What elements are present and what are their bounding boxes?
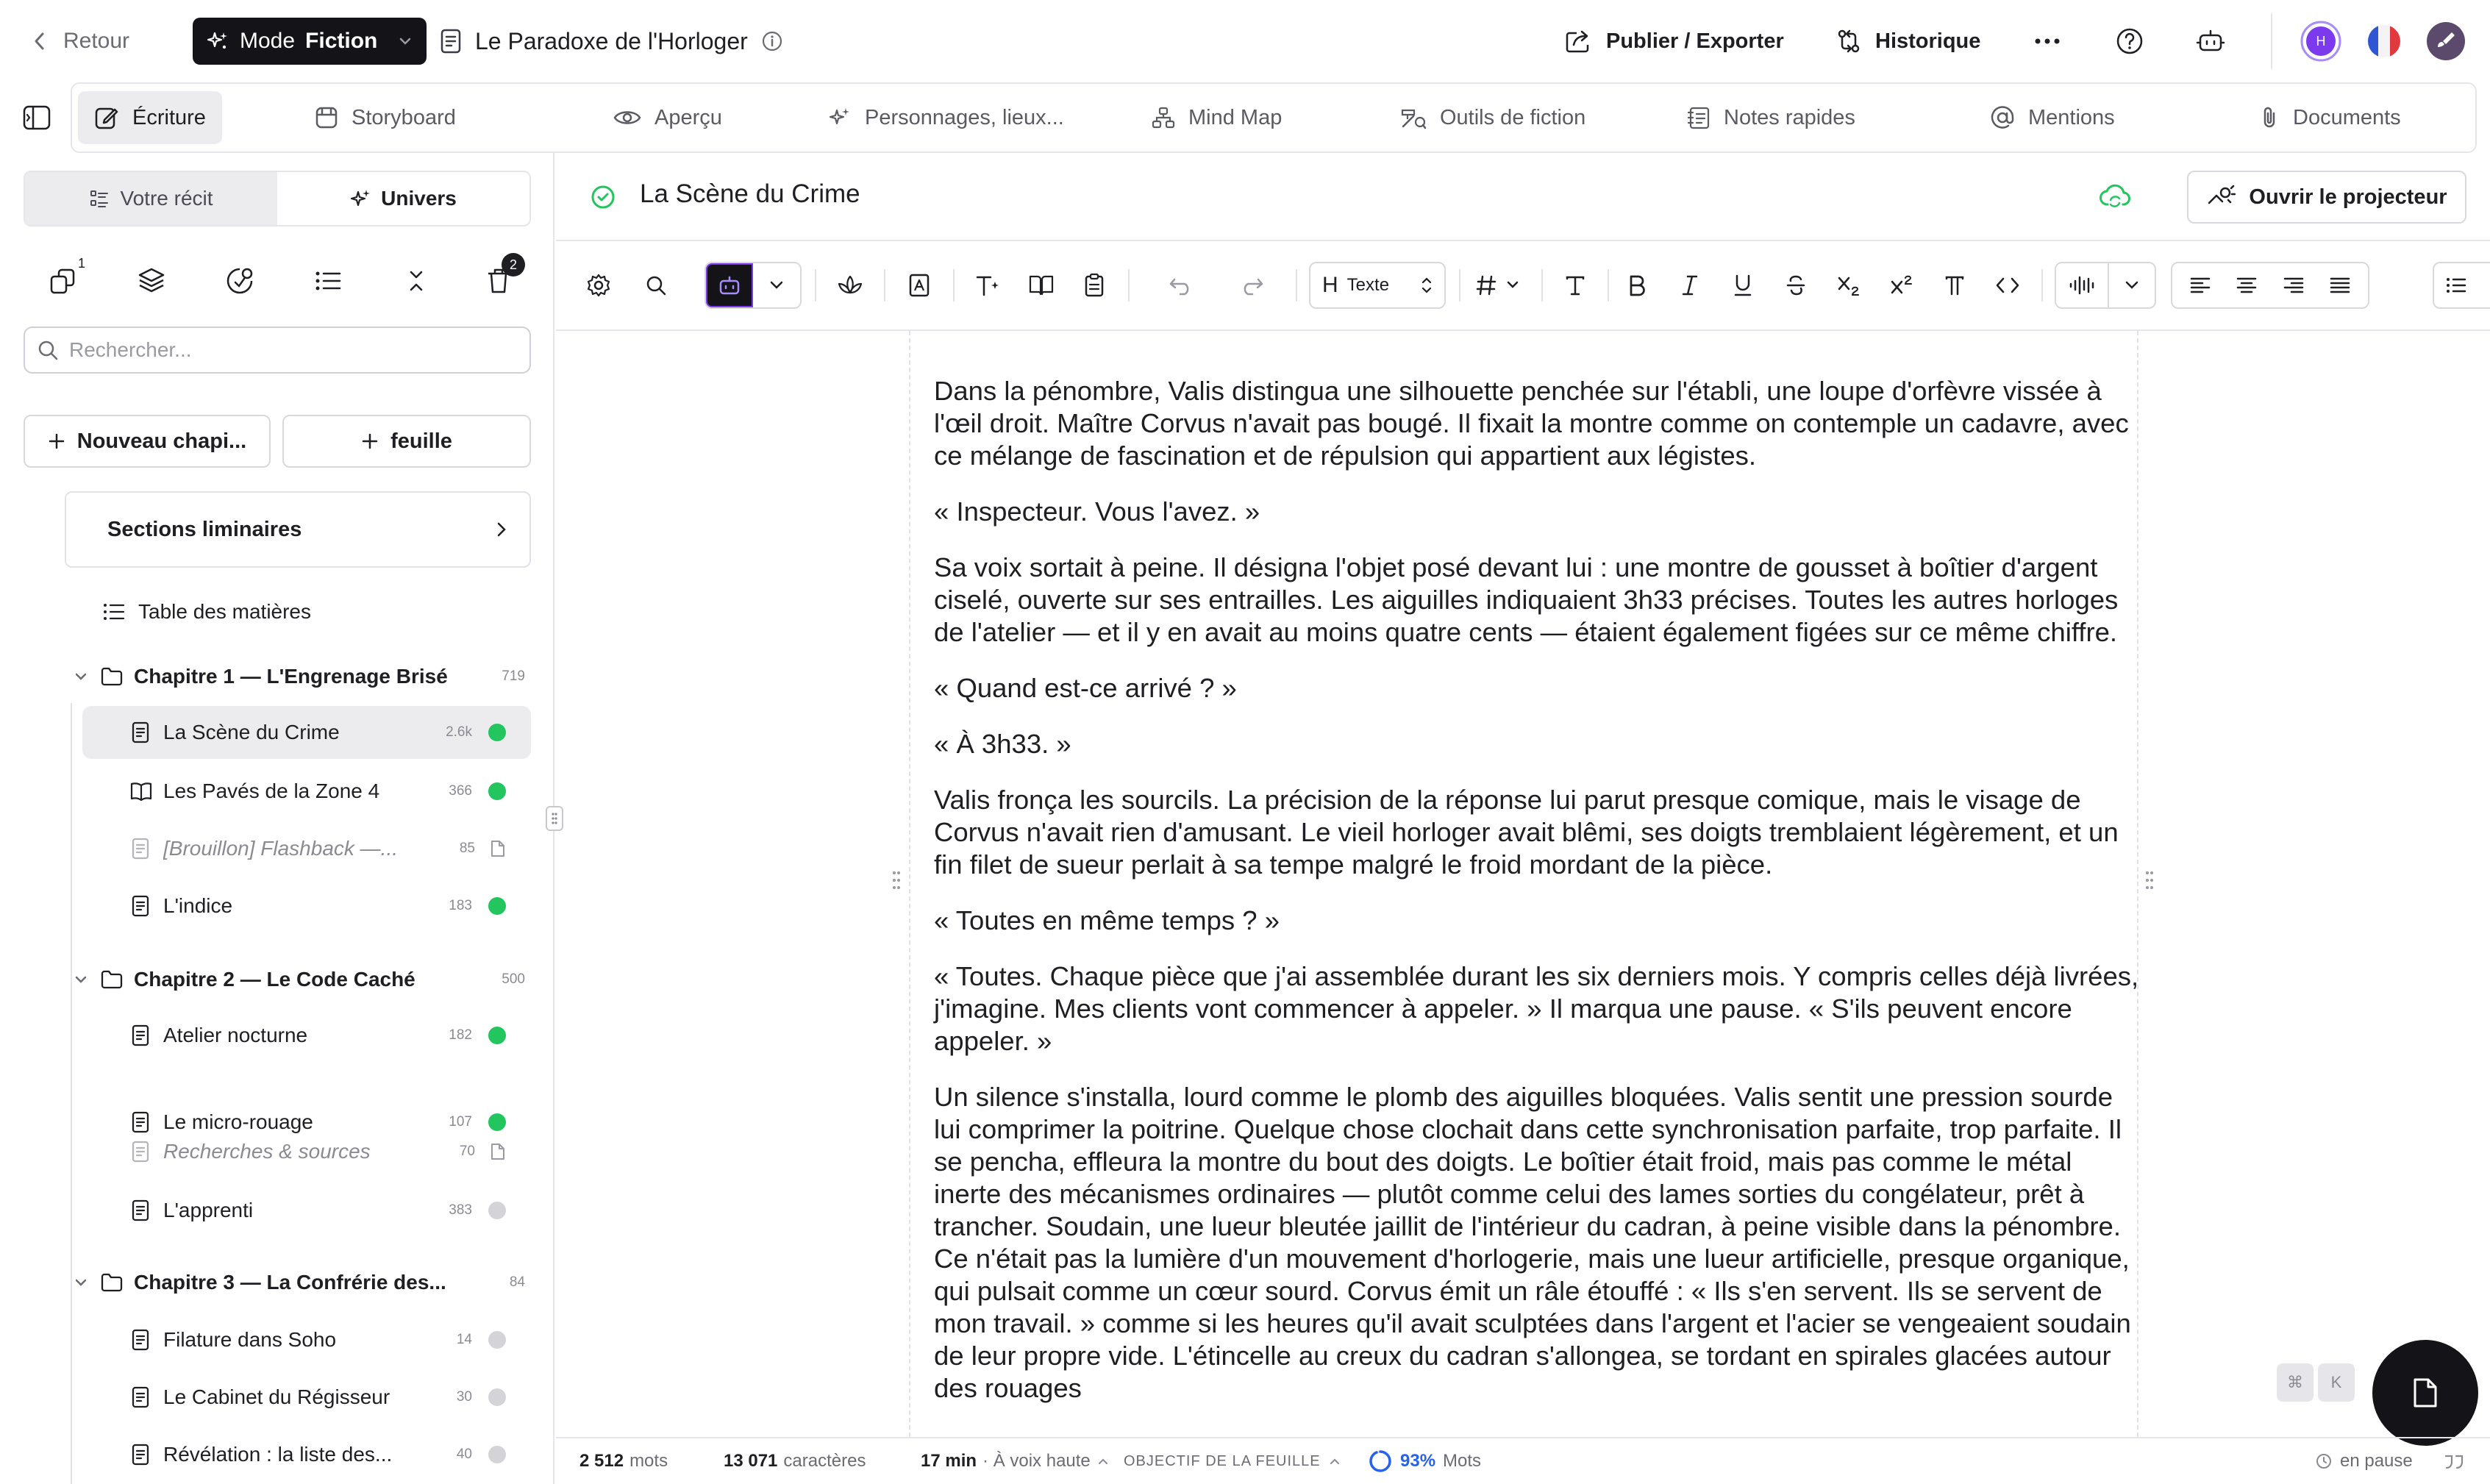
topbar-divider [2271, 13, 2272, 69]
tab-label: Notes rapides [1724, 105, 1855, 129]
scene-title[interactable]: La Scène du Crime [640, 179, 860, 208]
trash-count-badge: 2 [502, 253, 525, 277]
code-icon[interactable] [1987, 265, 2028, 306]
search-input[interactable] [69, 338, 510, 362]
toc-label: Table des matières [138, 600, 312, 623]
tab-outils-fiction[interactable] [1400, 91, 1585, 144]
tree-line [71, 1309, 72, 1484]
status-dot [488, 897, 506, 915]
paragraph[interactable]: « Quand est-ce arrivé ? » [934, 673, 1237, 703]
status-dot [488, 724, 506, 741]
pilcrow-icon[interactable] [1934, 265, 1975, 306]
paragraph[interactable]: « Inspecteur. Vous l'avez. » [934, 496, 1260, 527]
list-icon [103, 602, 125, 621]
sidebar-tools [24, 252, 531, 310]
kbd-cmd-key: ⌘ [2277, 1363, 2314, 1402]
ai-assistant-dropdown[interactable] [704, 262, 802, 309]
block-style-select[interactable] [1309, 262, 1446, 309]
chevron-down-icon[interactable] [753, 280, 800, 290]
italic-icon[interactable] [1669, 265, 1710, 306]
film-icon [315, 106, 338, 129]
right-drag-handle[interactable] [2144, 869, 2155, 891]
pause-status[interactable] [2315, 1451, 2413, 1471]
back-button[interactable] [32, 22, 129, 60]
paragraph[interactable]: « Toutes en même temps ? » [934, 905, 1280, 935]
segment-label: Votre récit [120, 187, 213, 210]
sheet-word-count: 107 [449, 1114, 472, 1130]
git-compare-icon [1836, 28, 1862, 54]
heading-glyph: H [1322, 273, 1338, 297]
toolbar-divider [1459, 269, 1460, 302]
status-dot [488, 1446, 506, 1463]
sheet-word-count: 30 [456, 1389, 472, 1405]
bot-icon[interactable] [706, 263, 753, 307]
align-justify-icon[interactable] [2318, 276, 2362, 295]
list-options-button[interactable] [2433, 262, 2490, 309]
publish-label: Publier / Exporter [1606, 29, 1784, 53]
tab-storyboard[interactable] [315, 91, 456, 144]
new-sheet-button[interactable] [282, 415, 531, 468]
sheet-word-count: 70 [459, 1144, 475, 1159]
more-options-icon[interactable] [2028, 22, 2066, 60]
chevron-down-icon [68, 1277, 94, 1288]
toolbar-divider [815, 269, 816, 302]
style-select-value: Texte [1346, 275, 1390, 295]
chevron-down-icon [398, 36, 413, 46]
subscript-icon[interactable] [1828, 265, 1869, 306]
chapter-row[interactable] [68, 1256, 525, 1309]
history-button[interactable] [1836, 22, 1980, 60]
chevron-up-icon [1096, 1457, 1110, 1466]
sheet-row[interactable] [82, 1371, 531, 1424]
tab-notes-rapides[interactable] [1687, 91, 1855, 144]
paragraph[interactable]: Valis fronça les sourcils. La précision de la réponse lui parut presque comique, mais le visage de Corvus n'avait rien d'amusant. Le vieil horloger avait blêmi, ses doigts tremblaient légèrement, et un fin filet de sueur perlait à sa tempe malgré le froid mordant de la pièce. [934, 785, 2119, 880]
info-icon[interactable] [761, 30, 783, 52]
word-count-value: 2 512 [579, 1451, 624, 1471]
left-drag-handle[interactable] [891, 869, 902, 891]
kbd-k-key: K [2318, 1363, 2355, 1402]
tab-label: Écriture [132, 105, 206, 129]
check-circle-icon [590, 184, 616, 210]
file-icon [490, 1142, 506, 1161]
open-projector-button[interactable] [2187, 171, 2466, 224]
folder-icon [100, 666, 124, 687]
reading-time-value: 17 min [921, 1451, 977, 1471]
pen-square-icon [94, 105, 119, 130]
document-title[interactable] [440, 22, 783, 60]
share-icon [1565, 29, 1593, 54]
sheet-word-count: 383 [449, 1202, 472, 1218]
tab-documents[interactable] [2259, 91, 2401, 144]
tab-label: Mentions [2028, 105, 2115, 129]
sheet-label: Recherches & sources [163, 1140, 371, 1163]
sheet-row[interactable] [82, 1184, 531, 1237]
chapter-word-count: 84 [509, 1274, 525, 1290]
manuscript-text[interactable] [934, 375, 2140, 1428]
heading-level-dropdown[interactable] [1472, 265, 1531, 306]
reading-time[interactable] [921, 1451, 1110, 1471]
chevron-down-icon [68, 974, 94, 985]
sheet-label: Atelier nocturne [163, 1024, 308, 1046]
sheet-row[interactable] [82, 1428, 531, 1481]
document-icon [131, 1199, 150, 1221]
status-dot [488, 1202, 506, 1219]
paperclip-icon [2259, 104, 2280, 131]
tab-personnages[interactable] [828, 91, 1064, 144]
undo-icon[interactable] [1160, 265, 1202, 306]
word-count [579, 1451, 668, 1471]
publish-export-button[interactable] [1565, 22, 1784, 60]
paragraph[interactable]: Un silence s'installa, lourd comme le plomb des aiguilles bloquées. Valis sentit une pression sourde lui comprimer la poitrine. Quelque chose clochait dans cette synchronisation parfaite, trop parfaite. Il se pencha, effleura la montre du bout des doigts. Le boîtier était froid, mais pas comme le métal inerte des mécanismes ordinaires — plutôt comme celui des lames sorties du congélateur, prêt à trancher. Soudain, une lueur bleutée jaillit de l'intérieur du cadran, à peine visible dans la pénombre. Ce n'était pas la lumière d'un mouvement d'horlogerie, mais une lueur artificielle, presque organique, qui pulsait comme un cœur sourd. Corvus émit un râle étouffé : « Ils s'en servent. Ils se servent de mon travail. » comme si les heures qu'il avait sculptées dans l'argent et l'acier se vengeaient soudain de leur propre vide. L'étincelle au creux du cadran s'allongea, se tordant en spirales glacées autour des rouages [934, 1082, 2131, 1403]
editor-page[interactable] [909, 331, 2138, 1437]
char-count-label: caractères [783, 1451, 866, 1471]
chevrons-up-down-icon [1421, 276, 1433, 295]
sparkles-icon [350, 188, 371, 209]
document-icon [131, 1329, 150, 1351]
chevron-left-icon [32, 31, 47, 51]
mode-selector[interactable] [193, 18, 427, 65]
chapter-row[interactable] [68, 650, 525, 703]
sheet-word-count: 2.6k [446, 724, 472, 740]
at-icon [1990, 105, 2015, 130]
main-nav [71, 82, 2477, 153]
underline-icon[interactable] [1722, 265, 1763, 306]
segment-univers[interactable] [277, 172, 529, 225]
list-icon[interactable] [299, 252, 357, 310]
sheet-row-draft[interactable] [82, 822, 531, 875]
goal-progress [1368, 1449, 1481, 1474]
plus-icon [48, 432, 65, 450]
document-icon [131, 1444, 150, 1466]
sheet-row-draft[interactable] [82, 1125, 531, 1178]
sidebar-search [24, 327, 531, 374]
chapter-row[interactable] [68, 953, 525, 1006]
back-label: Retour [63, 29, 130, 53]
chevron-up-icon [1328, 1457, 1341, 1466]
copy-icon[interactable] [34, 252, 93, 310]
magic-tools-icon [1400, 106, 1427, 129]
chapter-word-count: 500 [502, 971, 525, 987]
text-box-icon[interactable] [899, 265, 940, 306]
eye-icon [613, 107, 641, 128]
sidebar-toggle-icon[interactable] [18, 99, 56, 137]
help-icon[interactable] [2111, 22, 2149, 60]
bot-icon[interactable] [2191, 22, 2230, 60]
toolbar-divider [1608, 269, 1609, 302]
clipboard-icon[interactable] [1074, 265, 1115, 306]
align-left-icon[interactable] [2178, 276, 2222, 295]
projector-label: Ouvrir le projecteur [2249, 185, 2447, 209]
chapter-word-count: 719 [502, 668, 525, 684]
sheet-label: Les Pavés de la Zone 4 [163, 780, 380, 802]
top-bar [0, 0, 2490, 82]
clock-icon [2315, 1452, 2333, 1470]
sheet-row[interactable] [82, 765, 531, 818]
sheet-label: Révélation : la liste des... [163, 1443, 393, 1466]
tab-apercu[interactable] [613, 91, 722, 144]
document-icon [131, 838, 150, 860]
editor-content [556, 331, 2490, 1437]
status-dot [488, 1027, 506, 1044]
sheet-row-selected[interactable] [82, 706, 531, 759]
projector-icon [2206, 184, 2236, 210]
progress-ring-icon [1368, 1449, 1393, 1474]
text-sparkle-icon[interactable] [968, 265, 1009, 306]
bullet-list-icon [2434, 276, 2478, 295]
file-icon [2411, 1377, 2440, 1409]
tab-label: Storyboard [352, 105, 456, 129]
sheet-label: Le micro-rouage [163, 1110, 313, 1133]
settings-gear-icon[interactable] [578, 265, 619, 306]
sparkles-icon [207, 30, 229, 52]
folder-icon [100, 969, 124, 990]
copy-count: 1 [77, 256, 85, 271]
pause-label: en pause [2340, 1451, 2413, 1471]
sheet-label: Filature dans Soho [163, 1328, 337, 1351]
char-count [724, 1451, 866, 1471]
stats-check-icon[interactable] [210, 252, 269, 310]
chapter-title: Chapitre 2 — Le Code Caché [134, 968, 415, 991]
network-icon [1152, 106, 1175, 129]
plus-icon [361, 432, 379, 450]
paragraph[interactable]: Sa voix sortait à peine. Il désigna l'objet posé devant lui : une montre de gousset à boîtier d'argent ciselé, ouverte sur ses entrailles. Les aiguilles indiquaient 3h33 précises. Toutes les autres horloges de l'atelier — et il y en avait au moins quatre cents — étaient également figées sur ce même chiffre. [934, 552, 2119, 647]
sheet-word-count: 85 [459, 841, 475, 856]
history-label: Historique [1875, 29, 1981, 53]
file-icon [490, 839, 506, 858]
chapter-title: Chapitre 1 — L'Engrenage Brisé [134, 665, 448, 688]
mode-value: Fiction [305, 29, 378, 53]
audio-dropdown[interactable] [2055, 262, 2156, 309]
new-chapter-label: Nouveau chapi... [76, 429, 247, 453]
tab-mind-map[interactable] [1152, 91, 1282, 144]
toolbar-divider [1541, 269, 1543, 302]
sidebar-segmented-control [24, 171, 531, 226]
sheet-word-count: 182 [449, 1027, 472, 1043]
sheet-row[interactable] [82, 880, 531, 932]
front-matter-label: Sections liminaires [107, 517, 302, 541]
mode-prefix: Mode [240, 29, 296, 53]
sheet-label: L'apprenti [163, 1199, 254, 1221]
editor-toolbar [556, 241, 2490, 331]
sheet-word-count: 40 [456, 1446, 472, 1462]
quote-icon[interactable] [2443, 1452, 2465, 1471]
tab-label: Personnages, lieux... [865, 105, 1064, 129]
new-sheet-label: feuille [390, 429, 452, 453]
toolbar-divider [2041, 269, 2043, 302]
document-icon [131, 721, 150, 743]
toolbar-divider [1128, 269, 1130, 302]
sheet-label: Le Cabinet du Régisseur [163, 1385, 390, 1408]
audio-waveform-icon [2056, 274, 2108, 296]
layers-icon[interactable] [122, 252, 181, 310]
sheet-label: [Brouillon] Flashback —... [163, 837, 399, 860]
paragraph[interactable]: Dans la pénombre, Valis distingua une silhouette penchée sur l'établi, une loupe d'orfèvre vissée à l'œil droit. Maître Corvus n'avait pas bougé. Il fixait la montre comme on contemple un cadavre, avec ce mélange de fascination et de répulsion qui appartient aux légistes. [934, 376, 2129, 471]
front-matter-section[interactable] [65, 491, 531, 568]
sheet-label: La Scène du Crime [163, 721, 340, 743]
notes-icon [1687, 105, 1710, 130]
chevron-down-icon [68, 671, 94, 682]
tab-label: Mind Map [1188, 105, 1283, 129]
sheet-label: L'indice [163, 894, 233, 917]
document-title-text: Le Paradoxe de l'Horloger [475, 27, 748, 54]
list-tree-icon [89, 188, 110, 209]
word-count-label: mots [629, 1451, 668, 1471]
book-open-icon [129, 781, 153, 802]
paragraph[interactable]: « Toutes. Chaque pièce que j'ai assemblée durant les six derniers mois. Y compris celles déjà livrées, j'imagine. Mes clients vont commencer à appeler. » Il marqua une pause. « S'ils peuvent encore appeler. » [934, 961, 2139, 1056]
new-document-fab[interactable] [2372, 1340, 2478, 1446]
status-dot [488, 1331, 506, 1349]
status-dot [488, 782, 506, 800]
scene-header [556, 153, 2490, 241]
chapter-title: Chapitre 3 — La Confrérie des... [134, 1271, 446, 1294]
lotus-icon[interactable] [830, 265, 871, 306]
redo-icon[interactable] [1231, 265, 1272, 306]
sheet-goal-label: OBJECTIF DE LA FEUILLE [1124, 1452, 1321, 1469]
toolbar-divider [1296, 269, 1297, 302]
avatar[interactable] [2300, 21, 2341, 62]
toolbar-divider [953, 269, 955, 302]
trash-icon[interactable] [469, 252, 528, 310]
cloud-sync-icon [2099, 182, 2131, 212]
text-type-icon[interactable] [1555, 265, 1596, 306]
french-flag-icon[interactable] [2364, 21, 2405, 62]
bold-icon[interactable] [1616, 265, 1658, 306]
segment-votre-recit[interactable] [25, 172, 277, 225]
document-icon [131, 1141, 150, 1163]
goal-unit: Mots [1443, 1451, 1482, 1471]
tab-label: Outils de fiction [1440, 105, 1586, 129]
document-icon [131, 895, 150, 917]
toolbar-divider [884, 269, 885, 302]
sheet-word-count: 14 [456, 1332, 472, 1347]
brush-icon[interactable] [2424, 19, 2468, 63]
tab-ecriture[interactable] [78, 91, 222, 144]
new-chapter-button[interactable] [24, 415, 271, 468]
superscript-icon[interactable] [1881, 265, 1922, 306]
folder-icon [100, 1272, 124, 1293]
align-right-icon[interactable] [2272, 276, 2316, 295]
sheet-row[interactable] [82, 1009, 531, 1062]
sheet-row[interactable] [82, 1313, 531, 1366]
document-icon [131, 1386, 150, 1408]
document-icon [131, 1024, 150, 1046]
sheet-word-count: 183 [449, 898, 472, 913]
goal-percent: 93% [1400, 1451, 1436, 1471]
sparkles-icon [828, 106, 852, 129]
strikethrough-icon[interactable] [1775, 265, 1816, 306]
search-icon [37, 339, 59, 361]
status-dot [488, 1388, 506, 1406]
chevron-right-icon [496, 521, 507, 538]
table-of-contents-item[interactable] [103, 585, 515, 638]
document-icon [440, 28, 462, 54]
reading-time-label: · À voix haute [982, 1451, 1091, 1471]
sheet-word-count: 366 [449, 783, 472, 799]
search-icon[interactable] [635, 265, 677, 306]
alignment-group [2171, 262, 2369, 309]
char-count-value: 13 071 [724, 1451, 778, 1471]
avatar-initial: H [2316, 33, 2326, 49]
book-columns-icon[interactable] [1021, 265, 1062, 306]
tab-mentions[interactable] [1990, 91, 2115, 144]
tab-label: Aperçu [654, 105, 722, 129]
status-bar [556, 1437, 2490, 1484]
collapse-icon[interactable] [387, 252, 446, 310]
sheet-goal[interactable] [1124, 1453, 1341, 1470]
tab-label: Documents [2293, 105, 2401, 129]
align-center-icon[interactable] [2225, 276, 2269, 295]
paragraph[interactable]: « À 3h33. » [934, 729, 1071, 759]
chevron-down-icon [2109, 280, 2155, 290]
segment-label: Univers [381, 187, 457, 210]
